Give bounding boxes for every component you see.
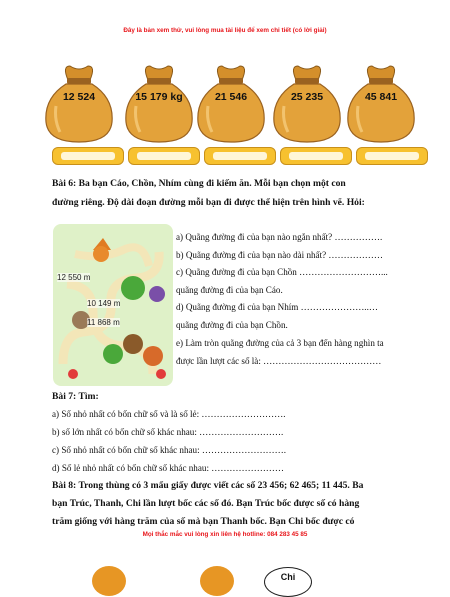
- character-head-1: [92, 566, 126, 596]
- preview-banner: Đây là bản xem thử, vui lòng mua tài liệu để xem chi tiết (có lời giải): [123, 27, 327, 34]
- bai7-item-d: d) Số lẻ nhỏ nhất có bốn chữ số khác nhau: ……………………: [52, 463, 284, 473]
- maze-label-weasel: 10 149 m: [87, 299, 121, 308]
- answer-box-2[interactable]: [128, 147, 200, 165]
- bai6-line1: [52, 178, 346, 190]
- bai6-question-d-cont: quãng đường đi của bạn Chồn.: [176, 320, 288, 330]
- bai6-question-c: c) Quãng đường đi của bạn Chồn ………………………...: [176, 267, 388, 277]
- speech-bubble-chi: Chi: [264, 567, 312, 597]
- sack-amount: 21 546: [214, 91, 248, 103]
- sack-icon: [342, 62, 420, 144]
- bai6-question-d: d) Quãng đường đi của bạn Nhím …………………..…: [176, 302, 378, 312]
- answer-box-3[interactable]: [204, 147, 276, 165]
- sack-amount: 45 841: [364, 91, 398, 103]
- bai8-line1: Bài 8: Trong thùng có 3 mẩu giấy được viết các số 23 456; 62 465; 11 445. Ba: [52, 480, 364, 491]
- maze-illustration: [53, 224, 173, 386]
- bai7-title: Bài 7: Tìm:: [52, 391, 99, 402]
- money-sack-3: [192, 62, 270, 144]
- bai6-question-b: b) Quãng đường đi của bạn nào dài nhất? ………………: [176, 250, 383, 260]
- bai6-question-c-cont: quãng đường đi của bạn Cáo.: [176, 285, 283, 295]
- bai8-line3: trăm giống với hàng trăm của số mà bạn Thanh bốc. Bạn Chi bốc được có: [52, 516, 355, 527]
- money-sack-4: [268, 62, 346, 144]
- bai6-question-e: e) Làm tròn quãng đường của cả 3 bạn đến hàng nghìn ta: [176, 338, 384, 348]
- bai6-label: Bài 6:: [52, 178, 79, 189]
- bai6-line2: đường riêng. Độ dài đoạn đường mỗi bạn đi được thể hiện trên hình vẽ. Hỏi:: [52, 197, 365, 208]
- sack-icon: [268, 62, 346, 144]
- character-head-2: [200, 566, 234, 596]
- answer-box-1[interactable]: [52, 147, 124, 165]
- answer-box-4[interactable]: [280, 147, 352, 165]
- hotline-banner: Mọi thắc mắc vui lòng xin liên hệ hotline: 084 283 45 85: [142, 531, 308, 538]
- sack-icon: [40, 62, 118, 144]
- sack-icon: [192, 62, 270, 144]
- sack-icon: [120, 62, 198, 144]
- bai8-line2: bạn Trúc, Thanh, Chi lần lượt bốc các số đó. Bạn Trúc bốc được số có hàng: [52, 498, 360, 509]
- sack-amount: 15 179 kg: [135, 91, 183, 103]
- maze-label-fox: 12 550 m: [57, 273, 91, 282]
- bai6-question-e-cont: được lần lượt các số là: …………………………………: [176, 356, 382, 366]
- maze-label-hedgehog: 11 868 m: [87, 318, 120, 327]
- money-sack-5: [342, 62, 420, 144]
- money-sack-1: [40, 62, 118, 144]
- money-sack-2: [120, 62, 198, 144]
- sack-amount: 12 524: [62, 91, 96, 103]
- bai6-question-a: a) Quãng đường đi của bạn nào ngắn nhất? …………….: [176, 232, 383, 242]
- bai7-item-b: b) số lớn nhất có bốn chữ số khác nhau: ……………………….: [52, 427, 284, 437]
- bai7-item-a: a) Số nhỏ nhất có bốn chữ số và là số lẻ: ……………………….: [52, 409, 286, 419]
- answer-box-5[interactable]: [356, 147, 428, 165]
- sack-amount: 25 235: [290, 91, 324, 103]
- bai7-item-c: c) Số nhỏ nhất có bốn chữ số khác nhau: ……………………….: [52, 445, 287, 455]
- bai6-text: Ba bạn Cáo, Chồn, Nhím cùng đi kiếm ăn. Mỗi bạn chọn một con: [78, 178, 346, 189]
